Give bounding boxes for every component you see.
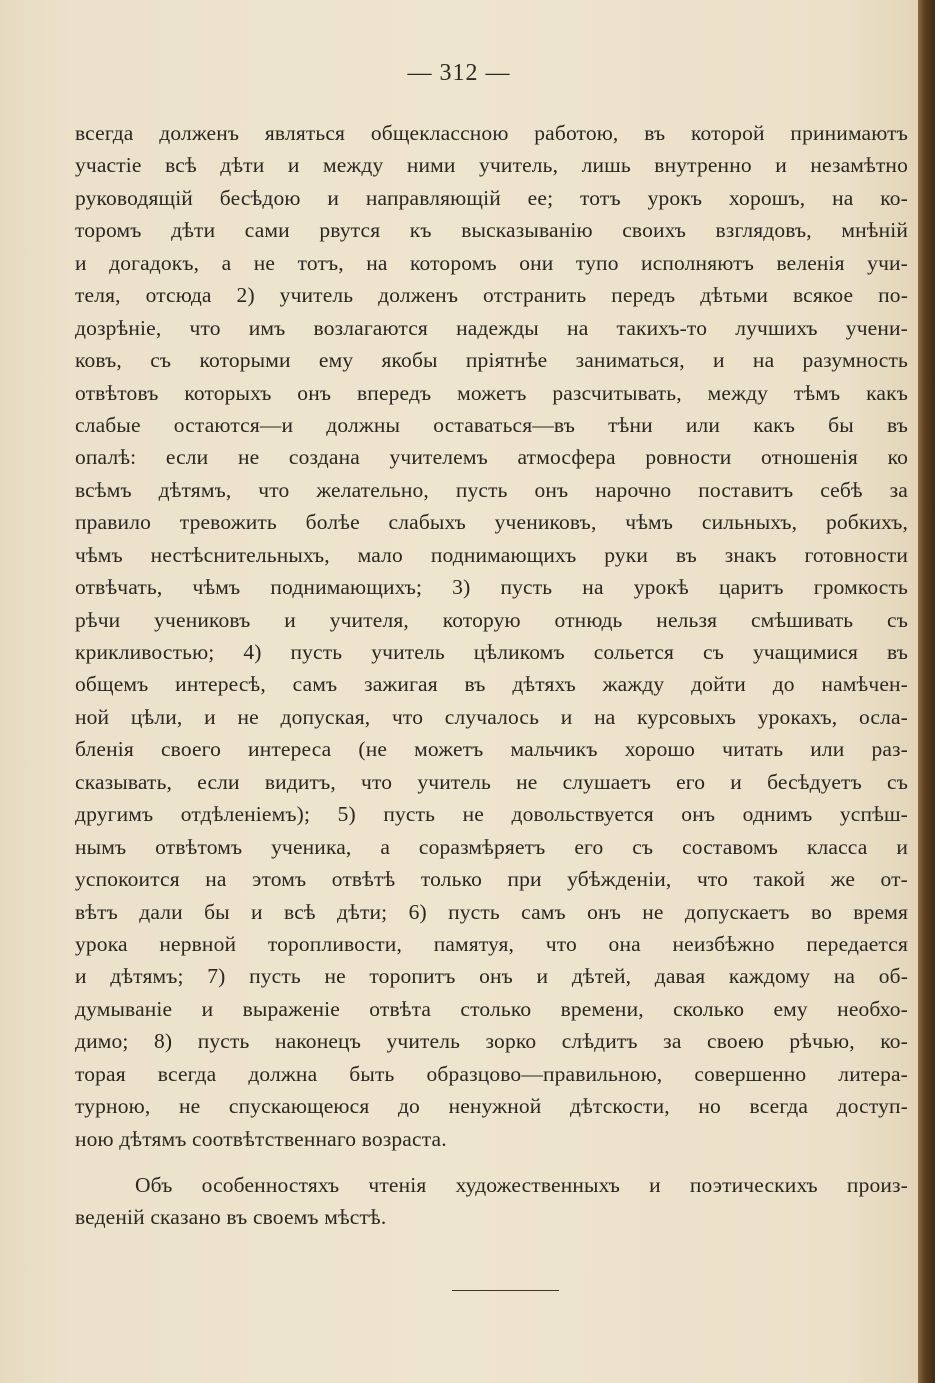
- text-line: успокоится на этомъ отвѣтѣ только при убѣжденіи, что такой же от-: [75, 867, 908, 892]
- text-line: димо; 8) пусть наконецъ учитель зорко слѣдитъ за своею рѣчью, ко-: [75, 1029, 908, 1054]
- text-line: торомъ дѣти сами рвутся къ высказыванію своихъ взглядовъ, мнѣній: [75, 218, 908, 243]
- paragraph-main: [75, 117, 908, 1155]
- text-line: торая всегда должна быть образцово—правильною, совершенно литера-: [75, 1061, 908, 1086]
- text-line: думываніе и выраженіе отвѣта столько времени, сколько ему необхо-: [75, 996, 908, 1021]
- page-binding-edge: [918, 0, 935, 1383]
- text-line: слабые остаются—и должны оставаться—въ тѣни или какъ бы въ: [75, 412, 908, 437]
- text-line: ною дѣтямъ соотвѣтственнаго возраста.: [75, 1126, 447, 1151]
- text-line: теля, отсюда 2) учитель долженъ отстранить передъ дѣтьми всякое по-: [75, 283, 908, 308]
- text-line: бленія своего интереса (не можетъ мальчикъ хорошо читать или раз-: [75, 737, 908, 762]
- text-line: правило тревожить болѣе слабыхъ учениковъ, чѣмъ сильныхъ, робкихъ,: [75, 510, 908, 535]
- page-number: — 312 —: [407, 60, 511, 86]
- end-rule: [452, 1290, 559, 1291]
- text-line: руководящій бесѣдою и направляющій ее; тотъ урокъ хорошъ, на ко-: [75, 185, 908, 210]
- text-line: общемъ интересѣ, самъ зажигая въ дѣтяхъ жажду дойти до намѣчен-: [75, 672, 908, 697]
- text-line: урока нервной торопливости, памятуя, что она неизбѣжно передается: [75, 931, 908, 956]
- text-line: вѣтъ дали бы и всѣ дѣти; 6) пусть самъ онъ не допускаетъ во время: [75, 899, 908, 924]
- text-line: ковъ, съ которыми ему якобы пріятнѣе заниматься, и на разумность: [75, 348, 908, 373]
- text-line: отвѣчать, чѣмъ поднимающихъ; 3) пусть на урокѣ царитъ громкость: [75, 575, 908, 600]
- text-line: и догадокъ, а не тотъ, на которомъ они тупо исполняютъ веленія учи-: [75, 250, 908, 275]
- text-line: опалѣ: если не создана учителемъ атмосфера ровности отношенія ко: [75, 445, 908, 470]
- text-line: всегда долженъ являться общеклассною работою, въ которой принимаютъ: [75, 121, 908, 145]
- text-line: и дѣтямъ; 7) пусть не торопитъ онъ и дѣтей, давая каждому на об-: [75, 964, 908, 989]
- text-line: дозрѣніе, что имъ возлагаются надежды на такихъ-то лучшихъ учени-: [75, 315, 908, 340]
- text-line: участіе всѣ дѣти и между ними учитель, лишь внутренно и незамѣтно: [75, 153, 908, 178]
- text-line: всѣмъ дѣтямъ, что желательно, пусть онъ нарочно поставитъ себѣ за: [75, 477, 908, 502]
- text-line: крикливостью; 4) пусть учитель цѣликомъ сольется съ учащимися въ: [75, 640, 908, 664]
- text-line: чѣмъ нестѣснительныхъ, мало поднимающихъ руки въ знакъ готовности: [75, 542, 908, 567]
- text-line: сказывать, если видитъ, что учитель не слушаетъ его и бесѣдуетъ съ: [75, 769, 908, 794]
- text-line: отвѣтовъ которыхъ онъ впередъ можетъ разсчитывать, между тѣмъ какъ: [75, 380, 908, 405]
- text-line: турною, не спускающеюся до ненужной дѣтскости, но всегда доступ-: [75, 1094, 908, 1119]
- text-line: рѣчи учениковъ и учителя, которую отнюдь нельзя смѣшивать съ: [75, 607, 908, 632]
- text-line: ной цѣли, и не допуская, что случалось и на курсовыхъ урокахъ, осла-: [75, 704, 908, 729]
- paragraph-closing: [75, 1169, 908, 1234]
- text-line: нымъ отвѣтомъ ученика, а соразмѣряетъ его съ составомъ класса и: [75, 834, 908, 859]
- text-line: веденій сказано въ своемъ мѣстѣ.: [75, 1205, 387, 1230]
- text-line: Объ особенностяхъ чтенія художественныхъ и поэтическихъ произ-: [135, 1173, 908, 1197]
- text-line: другимъ отдѣленіемъ); 5) пусть не довольствуется онъ однимъ успѣш-: [75, 802, 908, 827]
